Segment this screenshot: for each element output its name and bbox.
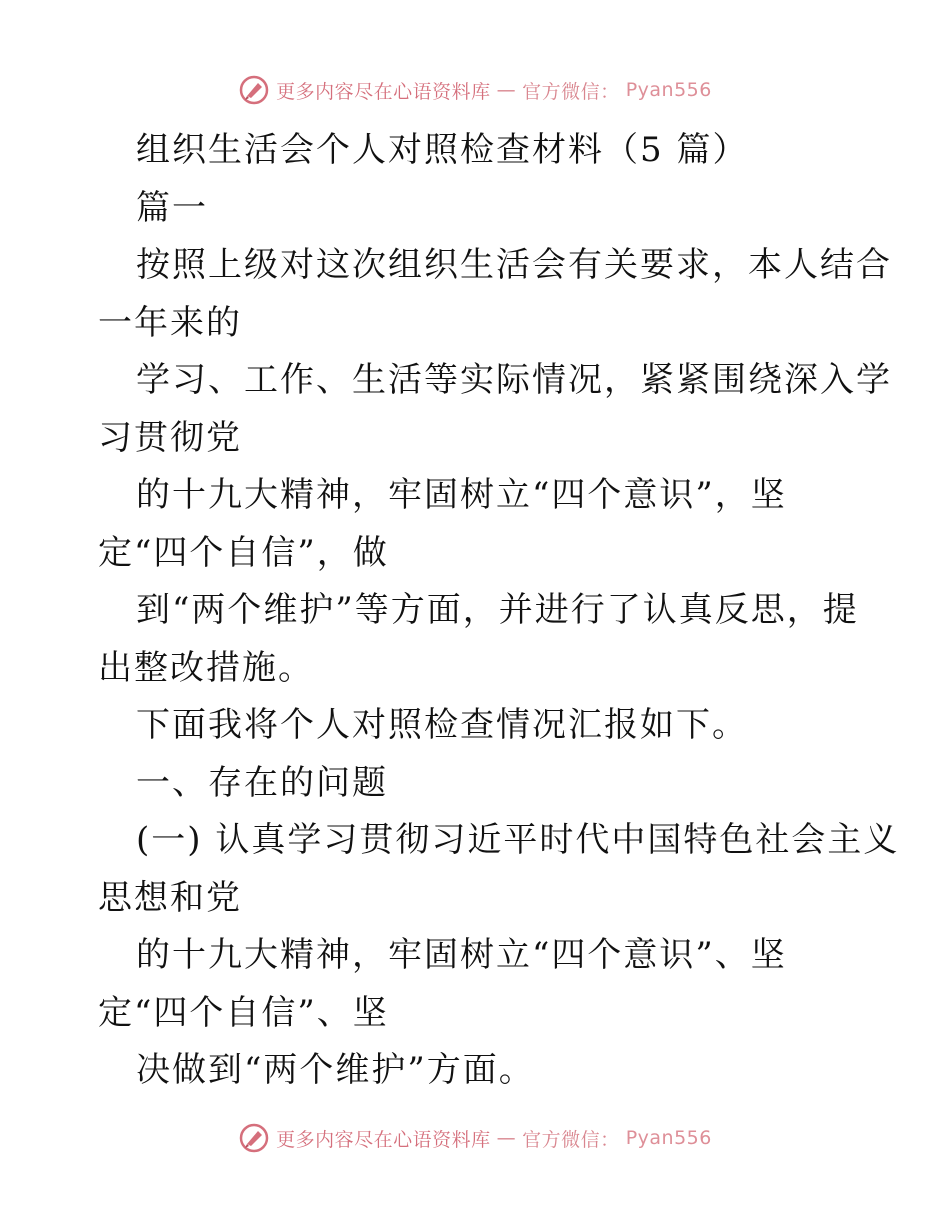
- paragraph-line: 下面我将个人对照检查情况汇报如下。: [136, 705, 748, 745]
- watermark-separator: —: [496, 1127, 517, 1149]
- paragraph-line: 出整改措施。: [98, 647, 314, 688]
- watermark-wechat-id: Pyan556: [625, 1127, 712, 1149]
- paragraph-line: 的十九大精神，牢固树立“四个意识”，坚: [136, 475, 787, 515]
- watermark-separator: —: [496, 79, 517, 101]
- paragraph-line: 决做到“两个维护”方面。: [136, 1050, 535, 1090]
- watermark-main-text: 更多内容尽在心语资料库: [276, 80, 491, 103]
- paragraph-line: 按照上级对这次组织生活会有关要求，本人结合: [136, 245, 892, 285]
- watermark-label: 官方微信：: [522, 80, 620, 103]
- section-heading: 篇一: [136, 187, 208, 228]
- watermark-main-text: 更多内容尽在心语资料库: [276, 1128, 491, 1151]
- document-body: [98, 122, 900, 1100]
- paragraph-line: 到“两个维护”等方面，并进行了认真反思，提: [136, 590, 859, 630]
- paragraph-line: 定“四个自信”、坚: [98, 992, 389, 1033]
- paragraph-line: 思想和党: [98, 877, 242, 918]
- paragraph-line: 的十九大精神，牢固树立“四个意识”、坚: [136, 935, 787, 975]
- paragraph-line: 习贯彻党: [98, 417, 242, 458]
- pen-logo-icon: [238, 1122, 270, 1154]
- document-title: 组织生活会个人对照检查材料（5 篇）: [136, 130, 749, 170]
- watermark-label: 官方微信：: [522, 1128, 620, 1151]
- paragraph-line: 定“四个自信”，做: [98, 532, 389, 573]
- paragraph-line: 一年来的: [98, 302, 242, 343]
- subsection-heading: 一、存在的问题: [136, 762, 388, 803]
- paragraph-line: 学习、工作、生活等实际情况，紧紧围绕深入学: [136, 360, 892, 400]
- footer-watermark: [0, 1118, 950, 1158]
- watermark-wechat-id: Pyan556: [625, 79, 712, 101]
- paragraph-line: (一) 认真学习贯彻习近平时代中国特色社会主义: [136, 820, 900, 860]
- header-watermark: [0, 70, 950, 110]
- pen-logo-icon: [238, 74, 270, 106]
